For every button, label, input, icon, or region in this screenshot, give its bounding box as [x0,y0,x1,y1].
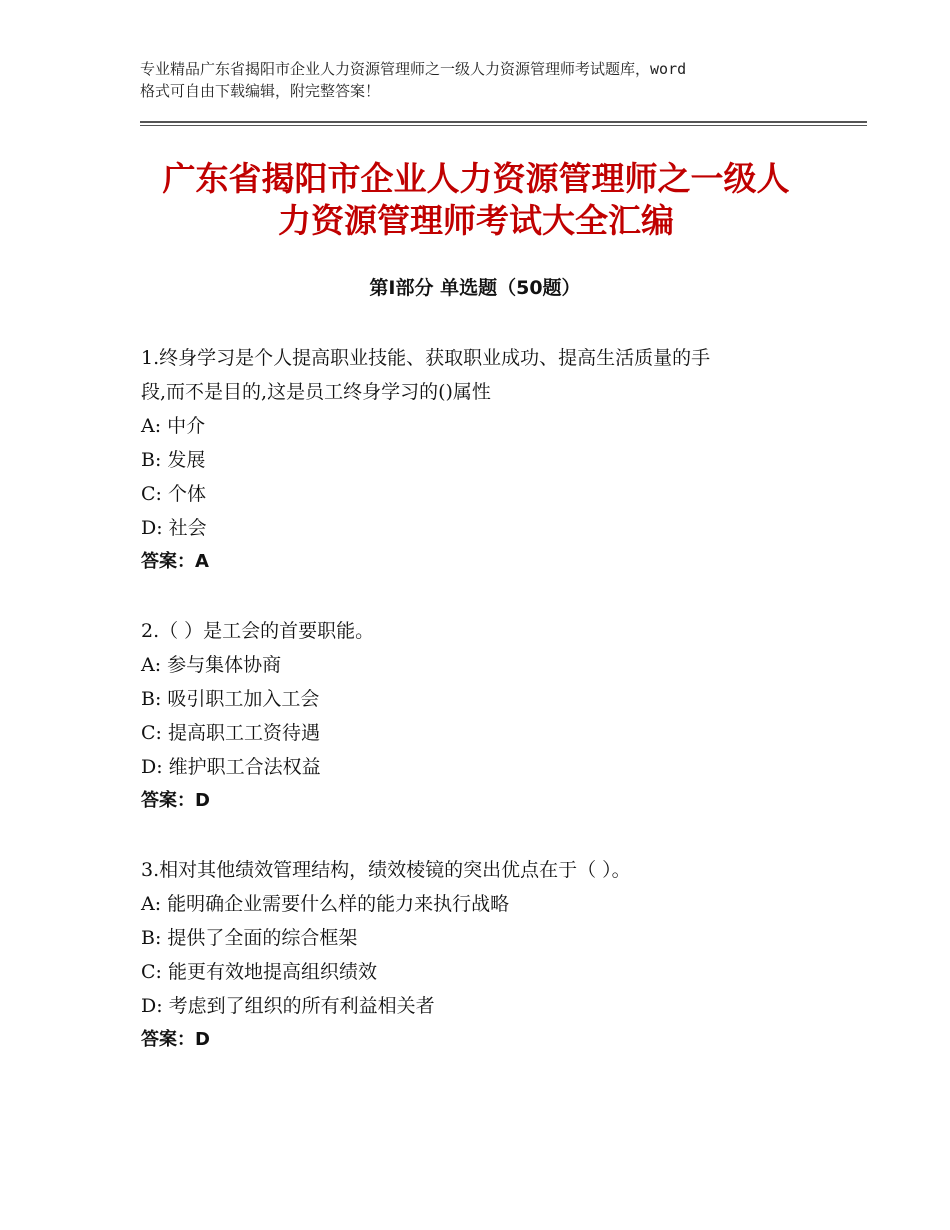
question-1-stem-line-1: 1.终身学习是个人提高职业技能、获取职业成功、提高生活质量的手 [141,347,711,369]
header-divider-thin [140,125,867,126]
document-title-line-1: 广东省揭阳市企业人力资源管理师之一级人 [162,159,790,198]
header-note [140,58,840,102]
question-1-stem-line-2: 段,而不是目的,这是员工终身学习的()属性 [141,381,491,403]
question-1-option-a: A: 中介 [141,415,206,437]
document-title [120,158,832,242]
question-1-option-d: D: 社会 [141,517,207,539]
question-3-option-d: D: 考虑到了组织的所有利益相关者 [141,995,435,1017]
question-2-stem-line-1: 2.（ ）是工会的首要职能。 [141,620,375,642]
question-3-stem-line-1: 3.相对其他绩效管理结构，绩效棱镜的突出优点在于（ ）。 [141,859,631,881]
question-3-option-a: A: 能明确企业需要什么样的能力来执行战略 [141,893,510,915]
question-2-option-a: A: 参与集体协商 [141,654,282,676]
question-2-answer: 答案：D [141,790,210,811]
question-1-answer: 答案：A [141,551,209,572]
question-3-option-b: B: 提供了全面的综合框架 [141,927,358,949]
question-2-option-c: C: 提高职工工资待遇 [141,722,320,744]
document-title-line-2: 力资源管理师考试大全汇编 [278,201,674,240]
header-divider-thick [140,121,867,123]
section-title: 第Ⅰ部分 单选题（50题） [369,277,581,299]
question-3-option-c: C: 能更有效地提高组织绩效 [141,961,377,983]
question-1-option-b: B: 发展 [141,449,206,471]
header-note-line-2: 格式可自由下载编辑，附完整答案！ [140,82,381,100]
question-1-option-c: C: 个体 [141,483,206,505]
question-3-answer: 答案：D [141,1029,210,1050]
question-2-option-b: B: 吸引职工加入工会 [141,688,320,710]
header-note-line-1: 专业精品广东省揭阳市企业人力资源管理师之一级人力资源管理师考试题库，word [140,60,687,78]
question-2-option-d: D: 维护职工合法权益 [141,756,321,778]
